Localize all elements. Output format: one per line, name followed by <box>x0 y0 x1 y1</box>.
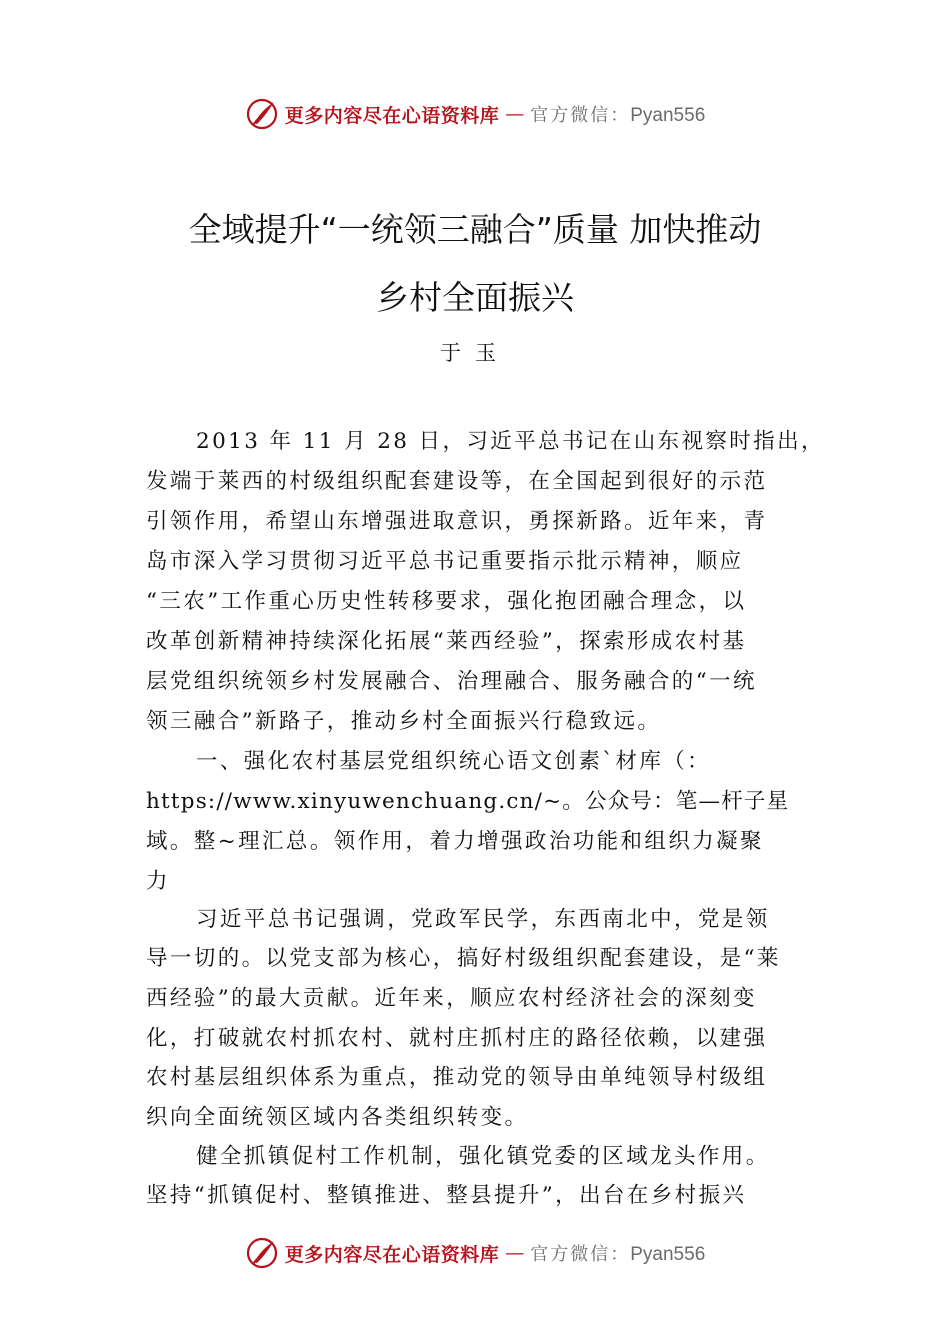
watermark-library-text: 更多内容尽在心语资料库 <box>284 104 500 127</box>
body-line: 域。整~理汇总。领作用，着力增强政治功能和组织力凝聚 <box>146 829 764 854</box>
watermark-separator: — <box>505 103 525 125</box>
body-line: 岛市深入学习贯彻习近平总书记重要指示批示精神，顺应 <box>146 549 744 574</box>
body-line: 引领作用，希望山东增强进取意识，勇探新路。近年来，青 <box>146 509 768 534</box>
body-line: 西经验”的最大贡献。近年来，顺应农村经济社会的深刻变 <box>146 986 757 1011</box>
watermark-wechat-id: Pyan556 <box>630 1244 706 1265</box>
body-line: 层党组织统领乡村发展融合、治理融合、服务融合的“一统 <box>146 669 757 694</box>
section-heading-line: 一、强化农村基层党组织统心语文创素`材库（： <box>196 749 712 774</box>
watermark-wechat-id: Pyan556 <box>630 105 706 126</box>
body-line: 改革创新精神持续深化拓展“莱西经验”，探索形成农村基 <box>146 629 747 654</box>
body-line: 织向全面统领区域内各类组织转变。 <box>146 1105 529 1130</box>
article-author: 于玉 <box>440 341 510 365</box>
footer-watermark <box>0 1233 950 1273</box>
body-line: 2013 年 11 月 28 日，习近平总书记在山东视察时指出， <box>196 429 825 454</box>
watermark-library-text: 更多内容尽在心语资料库 <box>284 1243 500 1266</box>
body-line: 农村基层组织体系为重点，推动党的领导由单纯领导村级组 <box>146 1065 768 1090</box>
watermark-wechat-label: 官方微信：Pyan556 <box>530 1244 706 1265</box>
header-watermark <box>0 94 950 134</box>
body-line: 发端于莱西的村级组织配套建设等，在全国起到很好的示范 <box>146 469 768 494</box>
body-line: 化，打破就农村抓农村、就村庄抓村庄的路径依赖，以建强 <box>146 1026 768 1051</box>
quill-pen-logo-icon <box>245 97 279 131</box>
watermark-wechat-label: 官方微信：Pyan556 <box>530 105 706 126</box>
watermark-separator: — <box>505 1242 525 1264</box>
body-line: 领三融合”新路子，推动乡村全面振兴行稳致远。 <box>146 709 662 734</box>
body-line: 习近平总书记强调，党政军民学，东西南北中，党是领 <box>196 907 770 932</box>
article-title-line-2: 乡村全面振兴 <box>376 278 574 317</box>
body-line: 坚持“抓镇促村、整镇推进、整县提升”，出台在乡村振兴 <box>146 1183 747 1208</box>
quill-pen-logo-icon <box>245 1236 279 1270</box>
body-line: 力 <box>146 869 170 894</box>
body-line: 导一切的。以党支部为核心，搞好村级组织配套建设，是“莱 <box>146 946 781 971</box>
body-line: https://www.xinyuwenchuang.cn/~。公众号：笔—杆子星 <box>146 789 790 814</box>
body-line: 健全抓镇促村工作机制，强化镇党委的区域龙头作用。 <box>196 1144 770 1169</box>
article-title-line-1: 全域提升“一统领三融合”质量 加快推动 <box>188 210 762 249</box>
body-line: “三农”工作重心历史性转移要求，强化抱团融合理念，以 <box>146 589 747 614</box>
